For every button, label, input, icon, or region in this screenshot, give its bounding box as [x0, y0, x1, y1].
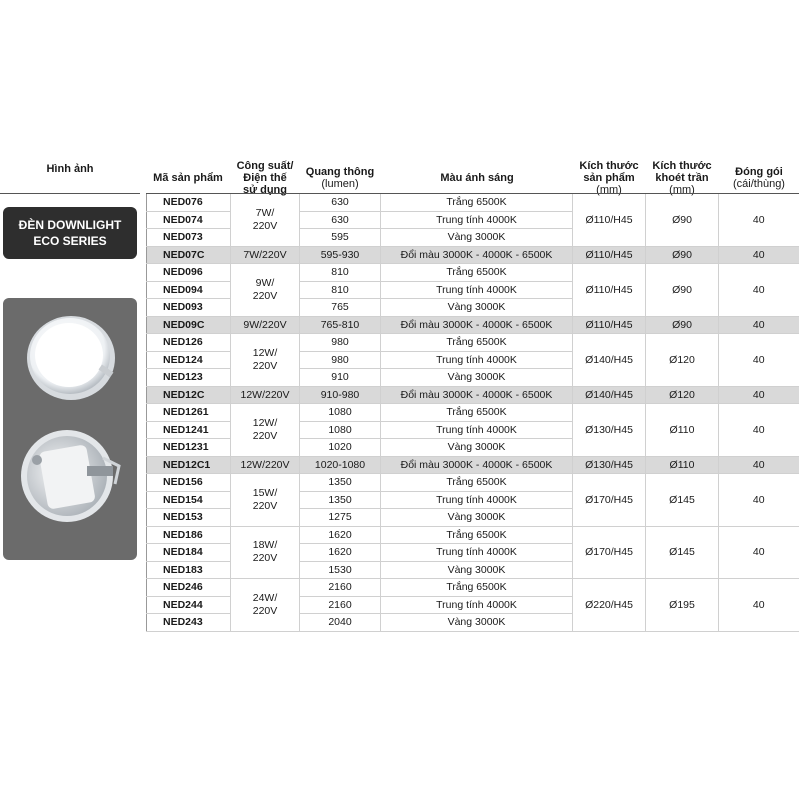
power-cell	[231, 474, 300, 527]
product-code: NED246	[147, 579, 231, 597]
light-color-cell: Trung tính 4000K	[381, 544, 573, 562]
power-line2: 220V	[252, 552, 278, 565]
product-code: NED184	[147, 544, 231, 562]
product-code: NED183	[147, 561, 231, 579]
header-pack: Đóng gói (cái/thùng)	[733, 166, 785, 190]
table-row-cct	[147, 246, 799, 264]
lumen-cell: 595-930	[300, 246, 381, 264]
pack-cell: 40	[719, 264, 799, 317]
light-color-cell: Trắng 6500K	[381, 264, 573, 282]
product-code: NED1241	[147, 421, 231, 439]
product-size-cell: Ø140/H45	[573, 334, 646, 387]
cutout-size-cell: Ø90	[646, 194, 719, 247]
product-size-cell: Ø220/H45	[573, 579, 646, 632]
light-color-cell: Đổi màu 3000K - 4000K - 6500K	[381, 246, 573, 264]
power-line2: 220V	[252, 359, 278, 372]
light-color-cell: Trắng 6500K	[381, 579, 573, 597]
lumen-cell: 1620	[300, 544, 381, 562]
product-size-cell: Ø170/H45	[573, 526, 646, 579]
power-line2: 220V	[252, 604, 278, 617]
cutout-size-cell: Ø145	[646, 526, 719, 579]
light-color-cell: Đổi màu 3000K - 4000K - 6500K	[381, 316, 573, 334]
product-code: NED096	[147, 264, 231, 282]
lumen-cell: 910	[300, 369, 381, 387]
pack-cell: 40	[719, 404, 799, 457]
product-code: NED154	[147, 491, 231, 509]
lumen-cell: 1080	[300, 404, 381, 422]
power-cell	[231, 194, 300, 247]
lumen-cell: 1080	[300, 421, 381, 439]
power-line1: 24W/	[252, 591, 278, 604]
power-cell: 7W/220V	[231, 246, 300, 264]
product-size-cell: Ø110/H45	[573, 316, 646, 334]
lumen-cell: 765	[300, 299, 381, 317]
light-color-cell: Trắng 6500K	[381, 474, 573, 492]
power-cell	[231, 404, 300, 457]
header-power: Công suất/ Điện thế sử dụng	[236, 160, 294, 196]
pack-cell: 40	[719, 194, 799, 247]
product-image	[3, 298, 137, 560]
downlight-illustration	[3, 298, 137, 560]
cutout-size-cell: Ø120	[646, 386, 719, 404]
table-row	[147, 579, 799, 597]
pack-cell: 40	[719, 579, 799, 632]
light-color-cell: Vàng 3000K	[381, 369, 573, 387]
lumen-cell: 765-810	[300, 316, 381, 334]
light-color-cell: Trung tính 4000K	[381, 596, 573, 614]
pack-cell: 40	[719, 526, 799, 579]
light-color-cell: Đổi màu 3000K - 4000K - 6500K	[381, 386, 573, 404]
badge-line1: ĐÈN DOWNLIGHT	[18, 218, 122, 232]
pack-cell: 40	[719, 474, 799, 527]
product-code: NED074	[147, 211, 231, 229]
lumen-cell: 1620	[300, 526, 381, 544]
table-row	[147, 264, 799, 282]
pack-cell: 40	[719, 386, 799, 404]
product-code: NED244	[147, 596, 231, 614]
product-table	[146, 193, 799, 632]
product-code: NED09C	[147, 316, 231, 334]
cutout-size-cell: Ø195	[646, 579, 719, 632]
lumen-cell: 2160	[300, 579, 381, 597]
product-size-cell: Ø110/H45	[573, 246, 646, 264]
lumen-cell: 630	[300, 194, 381, 212]
power-line2: 220V	[252, 219, 278, 232]
cutout-size-cell: Ø90	[646, 246, 719, 264]
power-line1: 9W/	[255, 276, 275, 289]
light-color-cell: Trung tính 4000K	[381, 421, 573, 439]
light-color-cell: Vàng 3000K	[381, 439, 573, 457]
product-code: NED12C1	[147, 456, 231, 474]
table-row-cct	[147, 386, 799, 404]
table-row-cct	[147, 456, 799, 474]
product-size-cell: Ø130/H45	[573, 456, 646, 474]
cutout-size-cell: Ø120	[646, 334, 719, 387]
power-line1: 15W/	[252, 486, 278, 499]
lumen-cell: 1020	[300, 439, 381, 457]
power-cell	[231, 526, 300, 579]
lumen-cell: 810	[300, 264, 381, 282]
header-code: Mã sản phẩm	[153, 172, 223, 184]
light-color-cell: Trung tính 4000K	[381, 491, 573, 509]
light-color-cell: Trắng 6500K	[381, 194, 573, 212]
pack-cell: 40	[719, 456, 799, 474]
lumen-cell: 910-980	[300, 386, 381, 404]
lumen-cell: 1020-1080	[300, 456, 381, 474]
header-color: Màu ánh sáng	[440, 172, 514, 184]
light-color-cell: Đổi màu 3000K - 4000K - 6500K	[381, 456, 573, 474]
series-badge	[3, 207, 137, 259]
table-row	[147, 334, 799, 352]
light-color-cell: Vàng 3000K	[381, 614, 573, 632]
product-code: NED07C	[147, 246, 231, 264]
cutout-size-cell: Ø145	[646, 474, 719, 527]
lumen-cell: 630	[300, 211, 381, 229]
power-line1: 12W/	[252, 416, 278, 429]
product-code: NED1261	[147, 404, 231, 422]
header-lumen: Quang thông (lumen)	[305, 166, 375, 190]
product-size-cell: Ø130/H45	[573, 404, 646, 457]
product-size-cell: Ø140/H45	[573, 386, 646, 404]
table-row	[147, 474, 799, 492]
header-image: Hình ảnh	[46, 163, 94, 175]
lumen-cell: 810	[300, 281, 381, 299]
product-size-cell: Ø170/H45	[573, 474, 646, 527]
lumen-cell: 595	[300, 229, 381, 247]
badge-line2: ECO SERIES	[33, 234, 107, 248]
table-row-cct	[147, 316, 799, 334]
product-code: NED124	[147, 351, 231, 369]
power-cell: 12W/220V	[231, 386, 300, 404]
light-color-cell: Trung tính 4000K	[381, 281, 573, 299]
power-cell	[231, 264, 300, 317]
product-code: NED243	[147, 614, 231, 632]
power-cell: 9W/220V	[231, 316, 300, 334]
product-code: NED186	[147, 526, 231, 544]
light-color-cell: Vàng 3000K	[381, 509, 573, 527]
product-code: NED073	[147, 229, 231, 247]
product-code: NED123	[147, 369, 231, 387]
lumen-cell: 1530	[300, 561, 381, 579]
table-row	[147, 194, 799, 212]
light-color-cell: Trung tính 4000K	[381, 211, 573, 229]
power-cell	[231, 579, 300, 632]
header-cut: Kích thước khoét trần (mm)	[652, 160, 712, 196]
light-color-cell: Trung tính 4000K	[381, 351, 573, 369]
light-color-cell: Vàng 3000K	[381, 229, 573, 247]
cutout-size-cell: Ø90	[646, 316, 719, 334]
power-line2: 220V	[252, 499, 278, 512]
table-row	[147, 526, 799, 544]
pack-cell: 40	[719, 246, 799, 264]
product-code: NED156	[147, 474, 231, 492]
power-line2: 220V	[252, 429, 278, 442]
pack-cell: 40	[719, 334, 799, 387]
product-code: NED093	[147, 299, 231, 317]
product-code: NED12C	[147, 386, 231, 404]
power-line1: 7W/	[255, 206, 275, 219]
header-divider	[0, 193, 140, 194]
lumen-cell: 1275	[300, 509, 381, 527]
product-code: NED153	[147, 509, 231, 527]
power-cell	[231, 334, 300, 387]
cutout-size-cell: Ø90	[646, 264, 719, 317]
light-color-cell: Vàng 3000K	[381, 299, 573, 317]
product-size-cell: Ø110/H45	[573, 264, 646, 317]
lumen-cell: 980	[300, 351, 381, 369]
lumen-cell: 980	[300, 334, 381, 352]
cutout-size-cell: Ø110	[646, 404, 719, 457]
power-line1: 12W/	[252, 346, 278, 359]
cutout-size-cell: Ø110	[646, 456, 719, 474]
lumen-cell: 2160	[300, 596, 381, 614]
lumen-cell: 1350	[300, 474, 381, 492]
lumen-cell: 2040	[300, 614, 381, 632]
product-code: NED1231	[147, 439, 231, 457]
header-size: Kích thước sản phẩm (mm)	[579, 160, 639, 196]
light-color-cell: Trắng 6500K	[381, 526, 573, 544]
power-line2: 220V	[252, 289, 278, 302]
power-line1: 18W/	[252, 539, 278, 552]
power-cell: 12W/220V	[231, 456, 300, 474]
light-color-cell: Trắng 6500K	[381, 334, 573, 352]
light-color-cell: Vàng 3000K	[381, 561, 573, 579]
lumen-cell: 1350	[300, 491, 381, 509]
product-code: NED076	[147, 194, 231, 212]
product-code: NED126	[147, 334, 231, 352]
light-color-cell: Trắng 6500K	[381, 404, 573, 422]
table-row	[147, 404, 799, 422]
pack-cell: 40	[719, 316, 799, 334]
product-size-cell: Ø110/H45	[573, 194, 646, 247]
product-code: NED094	[147, 281, 231, 299]
